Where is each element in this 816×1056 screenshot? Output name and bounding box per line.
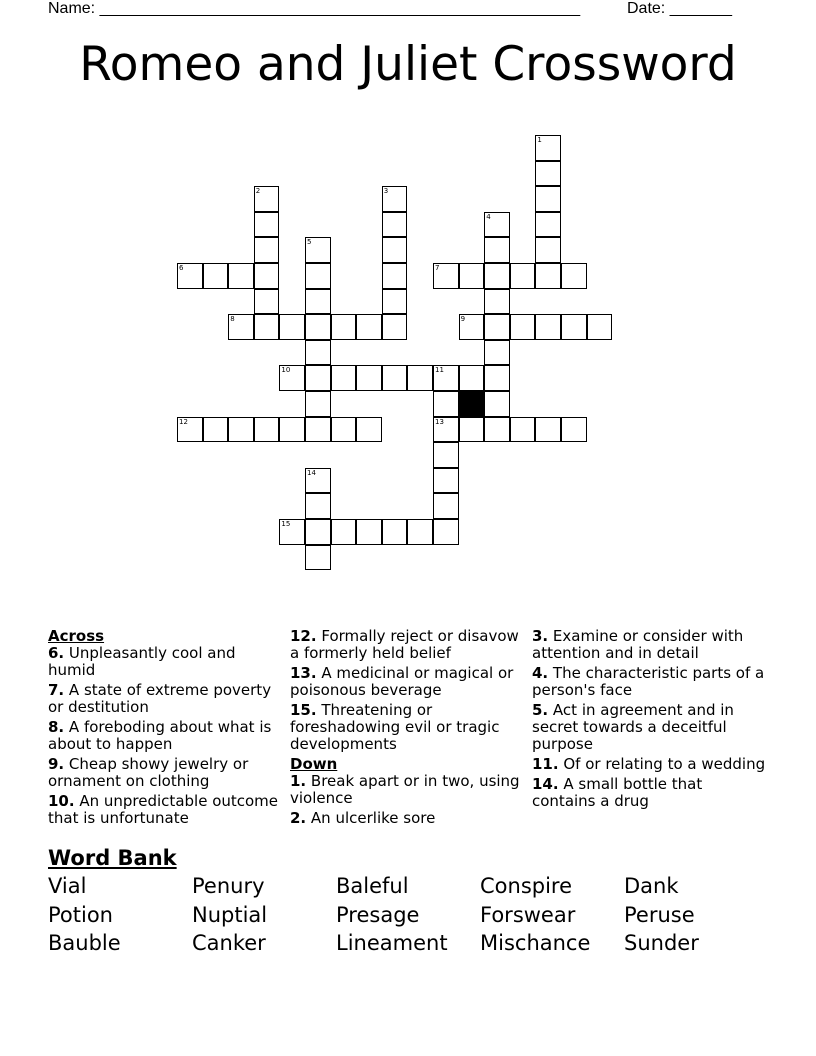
grid-cell[interactable] <box>279 417 305 443</box>
clue-column-3 <box>532 628 770 813</box>
down-heading: Down <box>290 755 338 773</box>
clue-number: 8. <box>48 718 65 736</box>
grid-cell[interactable] <box>561 314 587 340</box>
grid-cell[interactable] <box>331 314 357 340</box>
word-bank-title: Word Bank <box>48 846 177 870</box>
grid-cell[interactable] <box>407 365 433 391</box>
clue-number: 1. <box>290 772 307 790</box>
cell-number: 5 <box>307 238 312 247</box>
clue-down-4 <box>532 665 770 699</box>
grid-cell[interactable] <box>433 417 459 443</box>
grid-cell[interactable] <box>433 263 459 289</box>
grid-cell[interactable] <box>331 417 357 443</box>
grid-cell[interactable] <box>561 263 587 289</box>
word-bank-item: Nuptial <box>192 903 268 927</box>
grid-cell[interactable] <box>305 365 331 391</box>
word-bank-item: Canker <box>192 931 266 955</box>
grid-cell[interactable] <box>382 314 408 340</box>
cell-number: 14 <box>307 468 316 477</box>
clue-number: 15. <box>290 701 317 719</box>
grid-cell[interactable] <box>254 289 280 315</box>
grid-cell[interactable] <box>305 289 331 315</box>
grid-cell[interactable] <box>305 545 331 571</box>
grid-cell[interactable] <box>279 519 305 545</box>
grid-cell[interactable] <box>484 365 510 391</box>
word-bank-item: Dank <box>624 874 679 898</box>
clue-text: Of or relating to a wedding <box>563 755 766 773</box>
grid-cell[interactable] <box>535 161 561 187</box>
clue-text: Break apart or in two, using violence <box>290 772 520 807</box>
clue-number: 6. <box>48 644 65 662</box>
word-bank-item: Vial <box>48 874 87 898</box>
grid-cell[interactable] <box>254 314 280 340</box>
clue-across-15 <box>290 702 528 753</box>
clue-text: Formally reject or disavow a formerly held belief <box>290 627 519 662</box>
word-bank-item: Forswear <box>480 903 576 927</box>
grid-cell[interactable] <box>433 365 459 391</box>
grid-cell[interactable] <box>459 263 485 289</box>
grid-cell[interactable] <box>535 237 561 263</box>
grid-cell[interactable] <box>433 468 459 494</box>
across-heading: Across <box>48 627 105 645</box>
grid-cell[interactable] <box>484 237 510 263</box>
grid-cell[interactable] <box>305 263 331 289</box>
grid-cell[interactable] <box>279 365 305 391</box>
grid-cell[interactable] <box>382 212 408 238</box>
cell-number: 1 <box>537 136 542 144</box>
grid-cell[interactable] <box>177 263 203 289</box>
grid-cell[interactable] <box>305 519 331 545</box>
grid-cell[interactable] <box>535 417 561 443</box>
grid-cell[interactable] <box>484 263 510 289</box>
grid-cell[interactable] <box>535 135 561 161</box>
grid-cell[interactable] <box>279 314 305 340</box>
grid-cell[interactable] <box>177 417 203 443</box>
grid-cell[interactable] <box>254 212 280 238</box>
cell-number: 3 <box>383 187 389 196</box>
clue-across-9 <box>48 756 286 790</box>
clue-text: A medicinal or magical or poisonous beverage <box>290 664 514 699</box>
clue-number: 11. <box>532 755 559 773</box>
clue-across-12 <box>290 628 528 662</box>
word-bank-item: Sunder <box>624 931 699 955</box>
grid-cell[interactable] <box>382 289 408 315</box>
grid-cell[interactable] <box>484 340 510 366</box>
name-field-label: Name: ______________________________________________________ <box>48 0 581 17</box>
clue-text: Unpleasantly cool and humid <box>48 644 236 679</box>
grid-cell[interactable] <box>305 391 331 417</box>
grid-cell[interactable] <box>535 186 561 212</box>
clue-number: 9. <box>48 755 65 773</box>
cell-number: 13 <box>435 417 444 426</box>
cell-number: 11 <box>435 366 444 375</box>
grid-cell[interactable] <box>305 468 331 494</box>
grid-cell[interactable] <box>510 417 536 443</box>
clue-text: A state of extreme poverty or destitution <box>48 681 272 716</box>
grid-cell[interactable] <box>535 314 561 340</box>
grid-cell[interactable] <box>254 237 280 263</box>
clue-number: 10. <box>48 792 75 810</box>
grid-cell[interactable] <box>254 263 280 289</box>
clue-column-2 <box>290 628 528 830</box>
cell-number: 2 <box>255 187 261 196</box>
word-bank-item: Conspire <box>480 874 573 898</box>
grid-cell[interactable] <box>305 237 331 263</box>
word-bank-item: Mischance <box>480 931 591 955</box>
clue-text: Act in agreement and in secret towards a deceitful purpose <box>532 701 734 753</box>
grid-cell[interactable] <box>356 417 382 443</box>
clue-text: An unpredictable outcome that is unfortunate <box>48 792 279 827</box>
clue-down-11 <box>532 756 770 773</box>
grid-cell[interactable] <box>203 417 229 443</box>
clue-number: 3. <box>532 627 549 645</box>
cell-number: 8 <box>230 315 235 324</box>
grid-cell[interactable] <box>510 314 536 340</box>
clue-text: A foreboding about what is about to happen <box>48 718 272 753</box>
grid-cell[interactable] <box>331 365 357 391</box>
grid-cell[interactable] <box>433 493 459 519</box>
cell-number: 4 <box>486 212 491 221</box>
grid-cell[interactable] <box>459 314 485 340</box>
clue-number: 7. <box>48 681 65 699</box>
grid-cell[interactable] <box>305 340 331 366</box>
clue-number: 2. <box>290 809 307 827</box>
clue-text: Threatening or foreshadowing evil or tragic developments <box>290 701 500 753</box>
grid-cell[interactable] <box>254 417 280 443</box>
grid-cell[interactable] <box>382 519 408 545</box>
clue-text: The characteristic parts of a person's face <box>532 664 765 699</box>
grid-cell[interactable] <box>305 417 331 443</box>
grid-cell[interactable] <box>382 237 408 263</box>
grid-cell[interactable] <box>484 212 510 238</box>
grid-cell[interactable] <box>382 263 408 289</box>
clue-across-10 <box>48 793 286 827</box>
clue-down-14 <box>532 776 770 810</box>
grid-cell[interactable] <box>254 186 280 212</box>
grid-cell[interactable] <box>484 417 510 443</box>
grid-cell[interactable] <box>484 289 510 315</box>
grid-cell[interactable] <box>356 314 382 340</box>
clue-number: 14. <box>532 775 559 793</box>
grid-cell[interactable] <box>535 212 561 238</box>
clue-down-5 <box>532 702 770 753</box>
grid-cell[interactable] <box>535 263 561 289</box>
grid-cell[interactable] <box>356 519 382 545</box>
clue-number: 12. <box>290 627 317 645</box>
grid-cell[interactable] <box>228 263 254 289</box>
word-bank-item: Bauble <box>48 931 121 955</box>
grid-cell[interactable] <box>433 519 459 545</box>
grid-cell[interactable] <box>459 417 485 443</box>
grid-cell[interactable] <box>433 391 459 417</box>
clue-number: 4. <box>532 664 549 682</box>
clue-down-1 <box>290 773 528 807</box>
grid-cell[interactable] <box>228 314 254 340</box>
grid-cell[interactable] <box>331 519 357 545</box>
cell-number: 12 <box>179 417 188 426</box>
cell-number: 15 <box>281 520 291 528</box>
word-bank-item: Presage <box>336 903 420 927</box>
grid-cell[interactable] <box>587 314 613 340</box>
cell-number: 10 <box>281 366 291 375</box>
grid-cell[interactable] <box>561 417 587 443</box>
grid-cell[interactable] <box>407 519 433 545</box>
clue-down-2 <box>290 810 528 827</box>
clue-number: 13. <box>290 664 317 682</box>
word-bank-item: Lineament <box>336 931 448 955</box>
clue-across-6 <box>48 645 286 679</box>
grid-cell[interactable] <box>510 263 536 289</box>
date-field-label: Date: _______ <box>627 0 732 17</box>
grid-cell[interactable] <box>382 365 408 391</box>
clue-number: 5. <box>532 701 549 719</box>
grid-cell[interactable] <box>459 365 485 391</box>
grid-block <box>459 391 485 417</box>
clue-text: Cheap showy jewelry or ornament on clothing <box>48 755 249 790</box>
clue-text: An ulcerlike sore <box>310 809 436 827</box>
word-bank-item: Potion <box>48 903 113 927</box>
page-title: Romeo and Juliet Crossword <box>79 37 737 92</box>
grid-cell[interactable] <box>305 493 331 519</box>
clue-across-7 <box>48 682 286 716</box>
word-bank-item: Penury <box>192 874 265 898</box>
cell-number: 9 <box>460 315 466 324</box>
clue-across-13 <box>290 665 528 699</box>
cell-number: 7 <box>435 264 440 272</box>
grid-cell[interactable] <box>305 314 331 340</box>
grid-cell[interactable] <box>203 263 229 289</box>
word-bank-item: Peruse <box>624 903 695 927</box>
clue-text: A small bottle that contains a drug <box>532 775 703 810</box>
grid-cell[interactable] <box>484 391 510 417</box>
word-bank-item: Baleful <box>336 874 409 898</box>
clue-text: Examine or consider with attention and in detail <box>532 627 744 662</box>
grid-cell[interactable] <box>356 365 382 391</box>
grid-cell[interactable] <box>484 314 510 340</box>
grid-cell[interactable] <box>382 186 408 212</box>
cell-number: 6 <box>179 264 184 272</box>
clue-down-3 <box>532 628 770 662</box>
clue-across-8 <box>48 719 286 753</box>
grid-cell[interactable] <box>433 442 459 468</box>
clue-column-1 <box>48 628 286 830</box>
grid-cell[interactable] <box>228 417 254 443</box>
